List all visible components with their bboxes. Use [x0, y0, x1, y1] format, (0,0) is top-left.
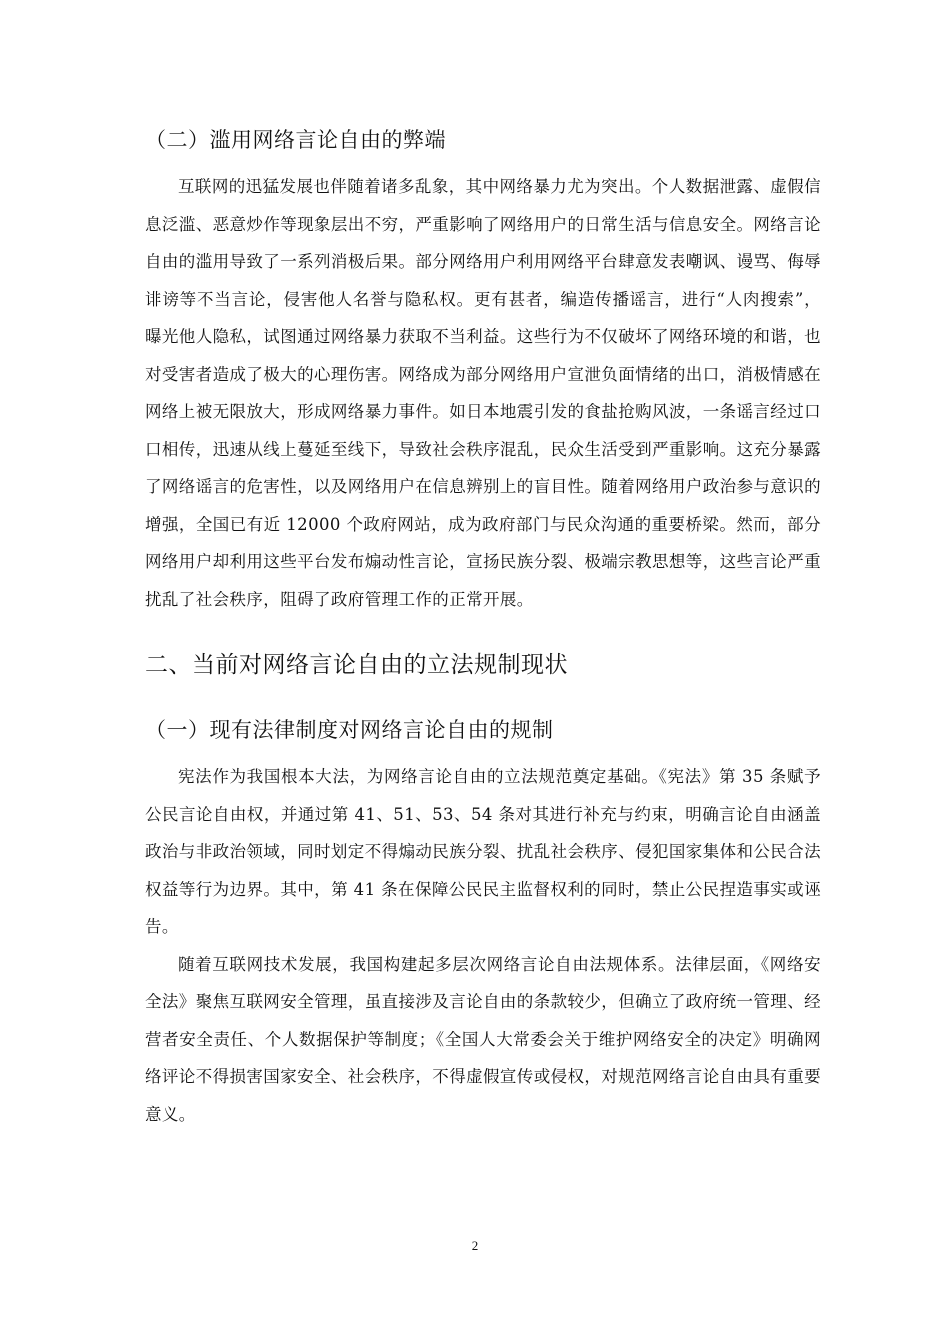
document-body [145, 118, 821, 1133]
section-heading-existing-law: （一）现有法律制度对网络言论自由的规制 [145, 718, 554, 742]
spacer [145, 690, 821, 708]
spacer [145, 618, 821, 640]
page-number: 2 [471, 1238, 479, 1253]
body-paragraph-abuse: 互联网的迅猛发展也伴随着诸多乱象，其中网络暴力尤为突出。个人数据泄露、虚假信息泛滥、恶意炒作等现象层出不穷，严重影响了网络用户的日常生活与信息安全。网络言论自由的滥用导致了一系列消极后果。部分网络用户利用网络平台肆意发表嘲讽、谩骂、侮辱诽谤等不当言论，侵害他人名誉与隐私权。更有甚者，编造传播谣言，进行“人肉搜索”，曝光他人隐私，试图通过网络暴力获取不当利益。这些行为不仅破坏了网络环境的和谐，也对受害者造成了极大的心理伤害。网络成为部分网络用户宣泄负面情绪的出口，消极情感在网络上被无限放大，形成网络暴力事件。如日本地震引发的食盐抢购风波，一条谣言经过口口相传，迅速从线上蔓延至线下，导致社会秩序混乱，民众生活受到严重影响。这充分暴露了网络谣言的危害性，以及网络用户在信息辨别上的盲目性。随着网络用户政治参与意识的增强，全国已有近 12000 个政府网站，成为政府部门与民众沟通的重要桥梁。然而，部分网络用户却利用这些平台发布煽动性言论，宣扬民族分裂、极端宗教思想等，这些言论严重扰乱了社会秩序，阻碍了政府管理工作的正常开展。 [145, 177, 821, 609]
chapter-heading-legislation-status: 二、当前对网络言论自由的立法规制现状 [145, 652, 568, 678]
body-paragraph-legal-system: 随着互联网技术发展，我国构建起多层次网络言论自由法规体系。法律层面，《网络安全法》聚焦互联网安全管理，虽直接涉及言论自由的条款较少，但确立了政府统一管理、经营者安全责任、个人数据保护等制度；《全国人大常委会关于维护网络安全的决定》明确网络评论不得损害国家安全、社会秩序，不得虚假宣传或侵权，对规范网络言论自由具有重要意义。 [145, 954, 821, 1124]
section-heading-abuse-drawbacks: （二）滥用网络言论自由的弊端 [145, 128, 446, 152]
body-paragraph-constitution: 宪法作为我国根本大法，为网络言论自由的立法规范奠定基础。《宪法》第 35 条赋予公民言论自由权，并通过第 41、51、53、54 条对其进行补充与约束，明确言论自由涵盖政治与非政治领域，同时划定不得煽动民族分裂、扰乱社会秩序、侵犯国家集体和公民合法权益等行为边界。其中，第 41 条在保障公民民主监督权利的同时，禁止公民捏造事实或诬告。 [145, 767, 821, 936]
